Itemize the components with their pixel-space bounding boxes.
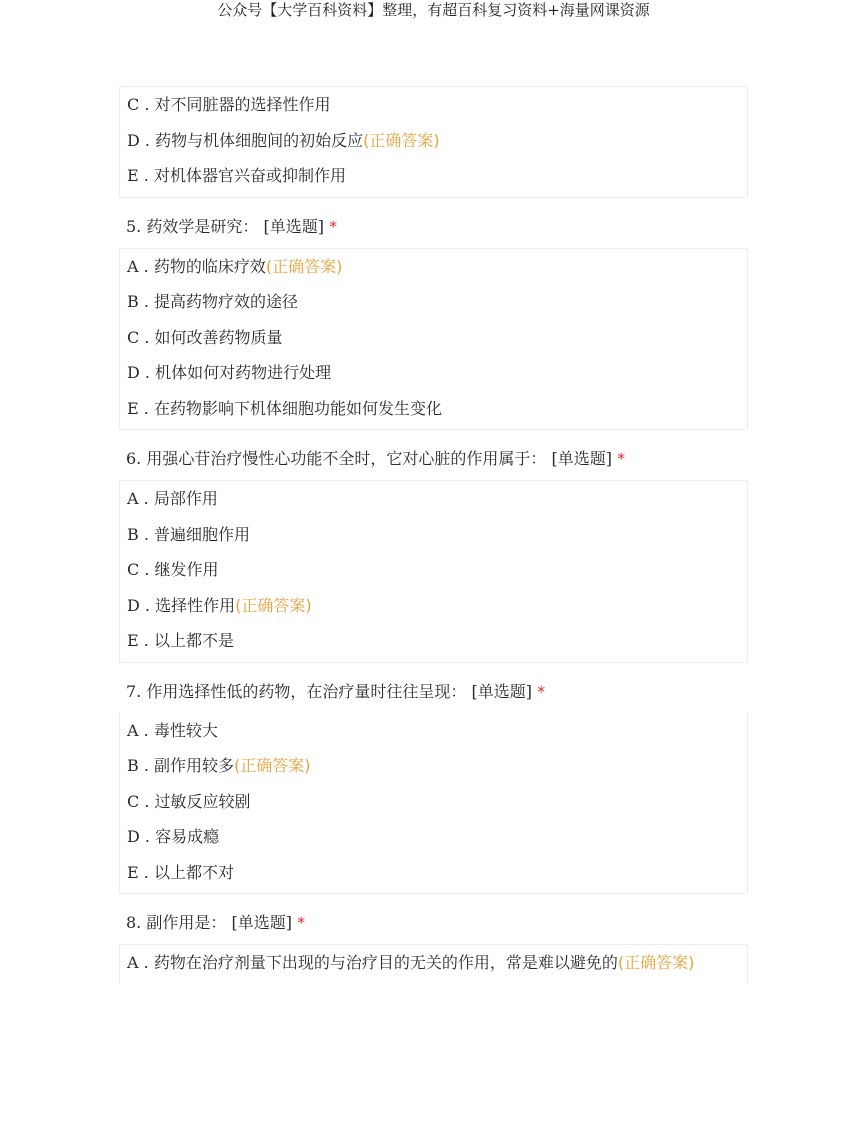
option-a[interactable]: A . 药物在治疗剂量下出现的与治疗目的无关的作用，常是难以避免的(正确答案) xyxy=(127,953,695,972)
question6-options xyxy=(119,480,748,663)
option-a[interactable]: A . 局部作用 xyxy=(127,489,218,508)
correct-answer-tag: (正确答案) xyxy=(265,256,343,276)
option-d[interactable]: D . 机体如何对药物进行处理 xyxy=(127,363,332,382)
correct-answer-tag: (正确答案) xyxy=(234,756,311,775)
question6-title: 6. 用强心苷治疗慢性心功能不全时，它对心脏的作用属于： [单选题] * xyxy=(126,449,626,468)
question-list xyxy=(119,86,748,984)
correct-answer-tag: (正确答案) xyxy=(235,595,312,615)
option-c[interactable]: C . 过敏反应较剧 xyxy=(127,791,251,811)
page-header: 公众号【大学百科资料】整理，有超百科复习资料+海量网课资源 xyxy=(217,1,650,19)
option-e[interactable]: E . 在药物影响下机体细胞功能如何发生变化 xyxy=(127,398,442,418)
option-d[interactable]: D . 药物与机体细胞间的初始反应(正确答案) xyxy=(127,130,440,150)
option-a[interactable]: A . 药物的临床疗效(正确答案) xyxy=(127,256,343,276)
question7-options xyxy=(119,713,748,895)
question5-options xyxy=(119,248,748,431)
question8-options xyxy=(119,944,748,984)
option-c[interactable]: C . 对不同脏器的选择性作用 xyxy=(127,95,331,114)
correct-answer-tag: (正确答案) xyxy=(363,130,440,150)
required-mark: * xyxy=(617,449,626,468)
correct-answer-tag: (正确答案) xyxy=(617,953,695,972)
required-mark: * xyxy=(297,913,306,932)
option-e[interactable]: E . 以上都不是 xyxy=(127,631,234,650)
option-b[interactable]: B . 副作用较多(正确答案) xyxy=(127,756,311,775)
option-e[interactable]: E . 以上都不对 xyxy=(127,862,234,882)
option-d[interactable]: D . 选择性作用(正确答案) xyxy=(127,595,312,615)
question7-title: 7. 作用选择性低的药物，在治疗量时往往呈现： [单选题] * xyxy=(126,681,546,701)
required-mark: * xyxy=(329,216,338,236)
option-c[interactable]: C . 如何改善药物质量 xyxy=(127,327,283,347)
question4-options xyxy=(119,86,748,198)
question5-title: 5. 药效学是研究： [单选题] * xyxy=(126,216,338,236)
option-d[interactable]: D . 容易成瘾 xyxy=(127,827,220,846)
question8-title: 8. 副作用是： [单选题] * xyxy=(126,913,306,932)
required-mark: * xyxy=(537,681,546,701)
option-e[interactable]: E . 对机体器官兴奋或抑制作用 xyxy=(127,166,346,185)
option-b[interactable]: B . 提高药物疗效的途径 xyxy=(127,292,299,311)
option-b[interactable]: B . 普遍细胞作用 xyxy=(127,524,251,544)
option-c[interactable]: C . 继发作用 xyxy=(127,560,219,579)
option-a[interactable]: A . 毒性较大 xyxy=(127,720,218,740)
